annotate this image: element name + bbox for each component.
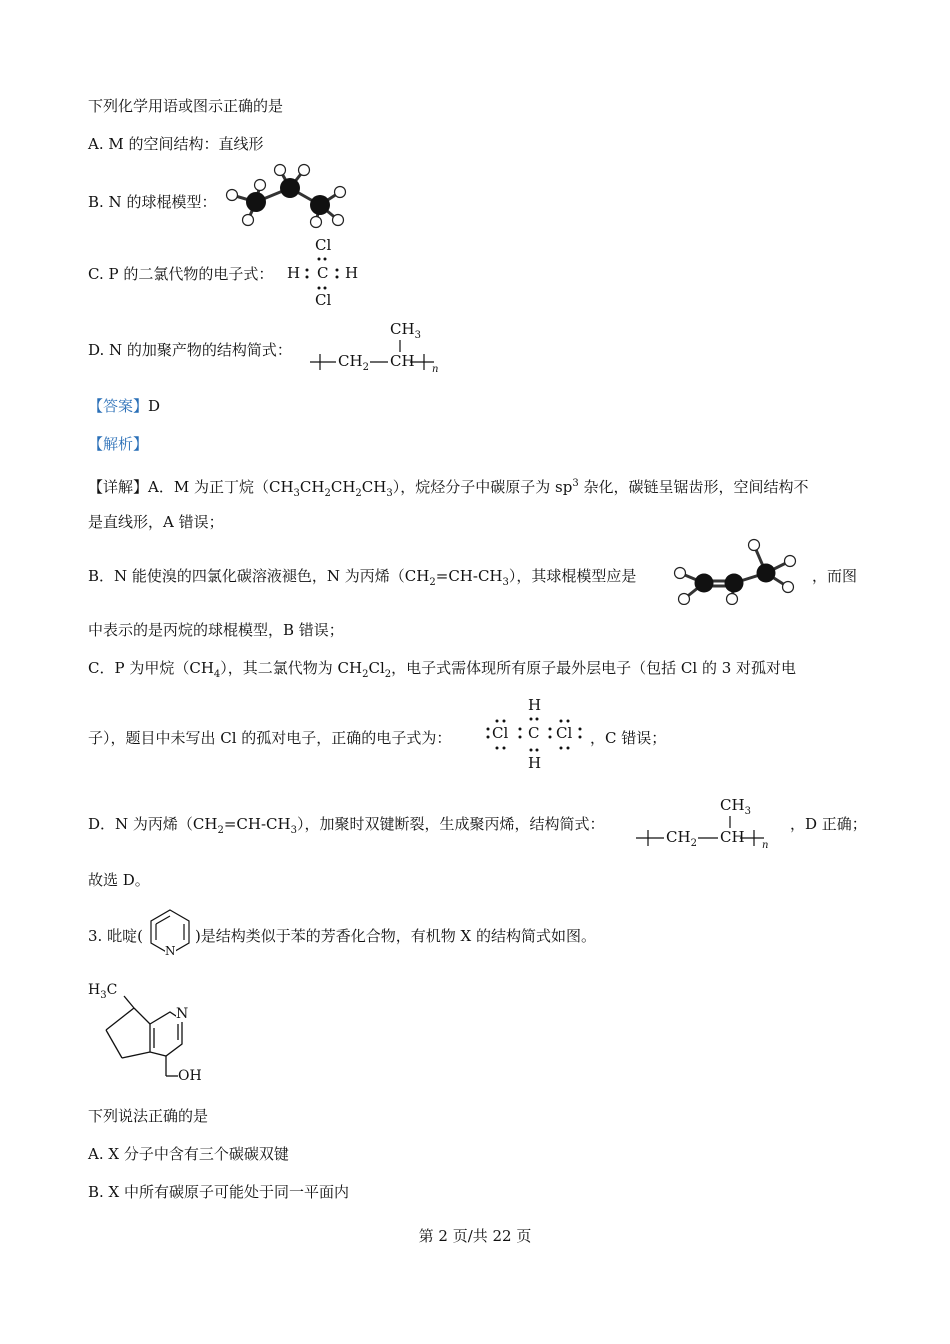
q3-option-b: B. X 中所有碳原子可能处于同一平面内 [88, 1183, 350, 1201]
detail-d-tail: ，D 正确； [790, 815, 867, 833]
detail-c: C．P 为甲烷$(CH_4)$，其二氯代物为 $CH_2Cl_2$，电子式需体现所有原子最外层电子（包括 Cl 的 3 对孤对电 [88, 659, 797, 680]
q3-stem2: 下列说法正确的是 [88, 1107, 209, 1125]
q3-option-a: A. X 分子中含有三个碳碳双键 [88, 1145, 289, 1163]
electron-formula-incorrect: Cl H C H Cl [287, 236, 359, 309]
pyridine-structure: N [146, 906, 194, 962]
analysis-label: 【解析】 [88, 435, 149, 453]
page-footer: 第 2 页/共 22 页 [418, 1227, 532, 1245]
detail-a: 【详解】A．M 为正丁烷$(CH_3CH_2CH_2CH_3)$，烷烃分子中碳原子为 $sp^3$ 杂化，碳链呈锯齿形，空间结构不 [88, 478, 809, 499]
propene-ball-stick-model [668, 535, 806, 605]
answer-line: 【答案】D [88, 397, 161, 415]
detail-c-line2: 子），题目中未写出 Cl 的孤对电子，正确的电子式为： [88, 729, 452, 747]
detail-b: B．N 能使溴的四氯化碳溶液褪色，N 为丙烯$(CH_2=CH-CH_3)$，其球棍模型应是 [88, 567, 637, 588]
detail-b-line2: 中表示的是丙烷的球棍模型，B 错误； [88, 621, 344, 639]
q2-option-a: A. M 的空间结构：直线形 [88, 135, 264, 153]
q2-option-b: B. N 的球棍模型： [88, 193, 217, 211]
compound-x-structure: $H_3C$ N OH [88, 982, 202, 1084]
detail-b-tail: ，而图 [812, 567, 858, 585]
electron-formula-correct: H Cl C Cl H [484, 696, 584, 774]
detail-c-tail: ，C 错误； [590, 729, 667, 747]
detail-conclusion: 故选 D。 [88, 871, 150, 889]
detail-a-line2: 是直线形，A 错误； [88, 513, 224, 531]
polypropylene-formula: $CH_3$ $CH_2$ CH n [338, 320, 439, 375]
polypropylene-formula-2: $CH_3$ $CH_2$ CH n [666, 796, 769, 851]
propane-ball-stick-model [220, 160, 360, 235]
q2-option-c: C. P 的二氯代物的电子式： [88, 265, 274, 283]
q3-stem: 3. 吡啶( )是结构类似于苯的芳香化合物，有机物 X 的结构简式如图。 [88, 927, 597, 945]
detail-d: D．N 为丙烯$(CH_2=CH-CH_3)$，加聚时双键断裂，生成聚丙烯，结构简式： [88, 815, 605, 836]
q2-option-d: D. N 的加聚产物的结构简式： [88, 341, 292, 359]
q2-stem: 下列化学用语或图示正确的是 [88, 97, 284, 115]
